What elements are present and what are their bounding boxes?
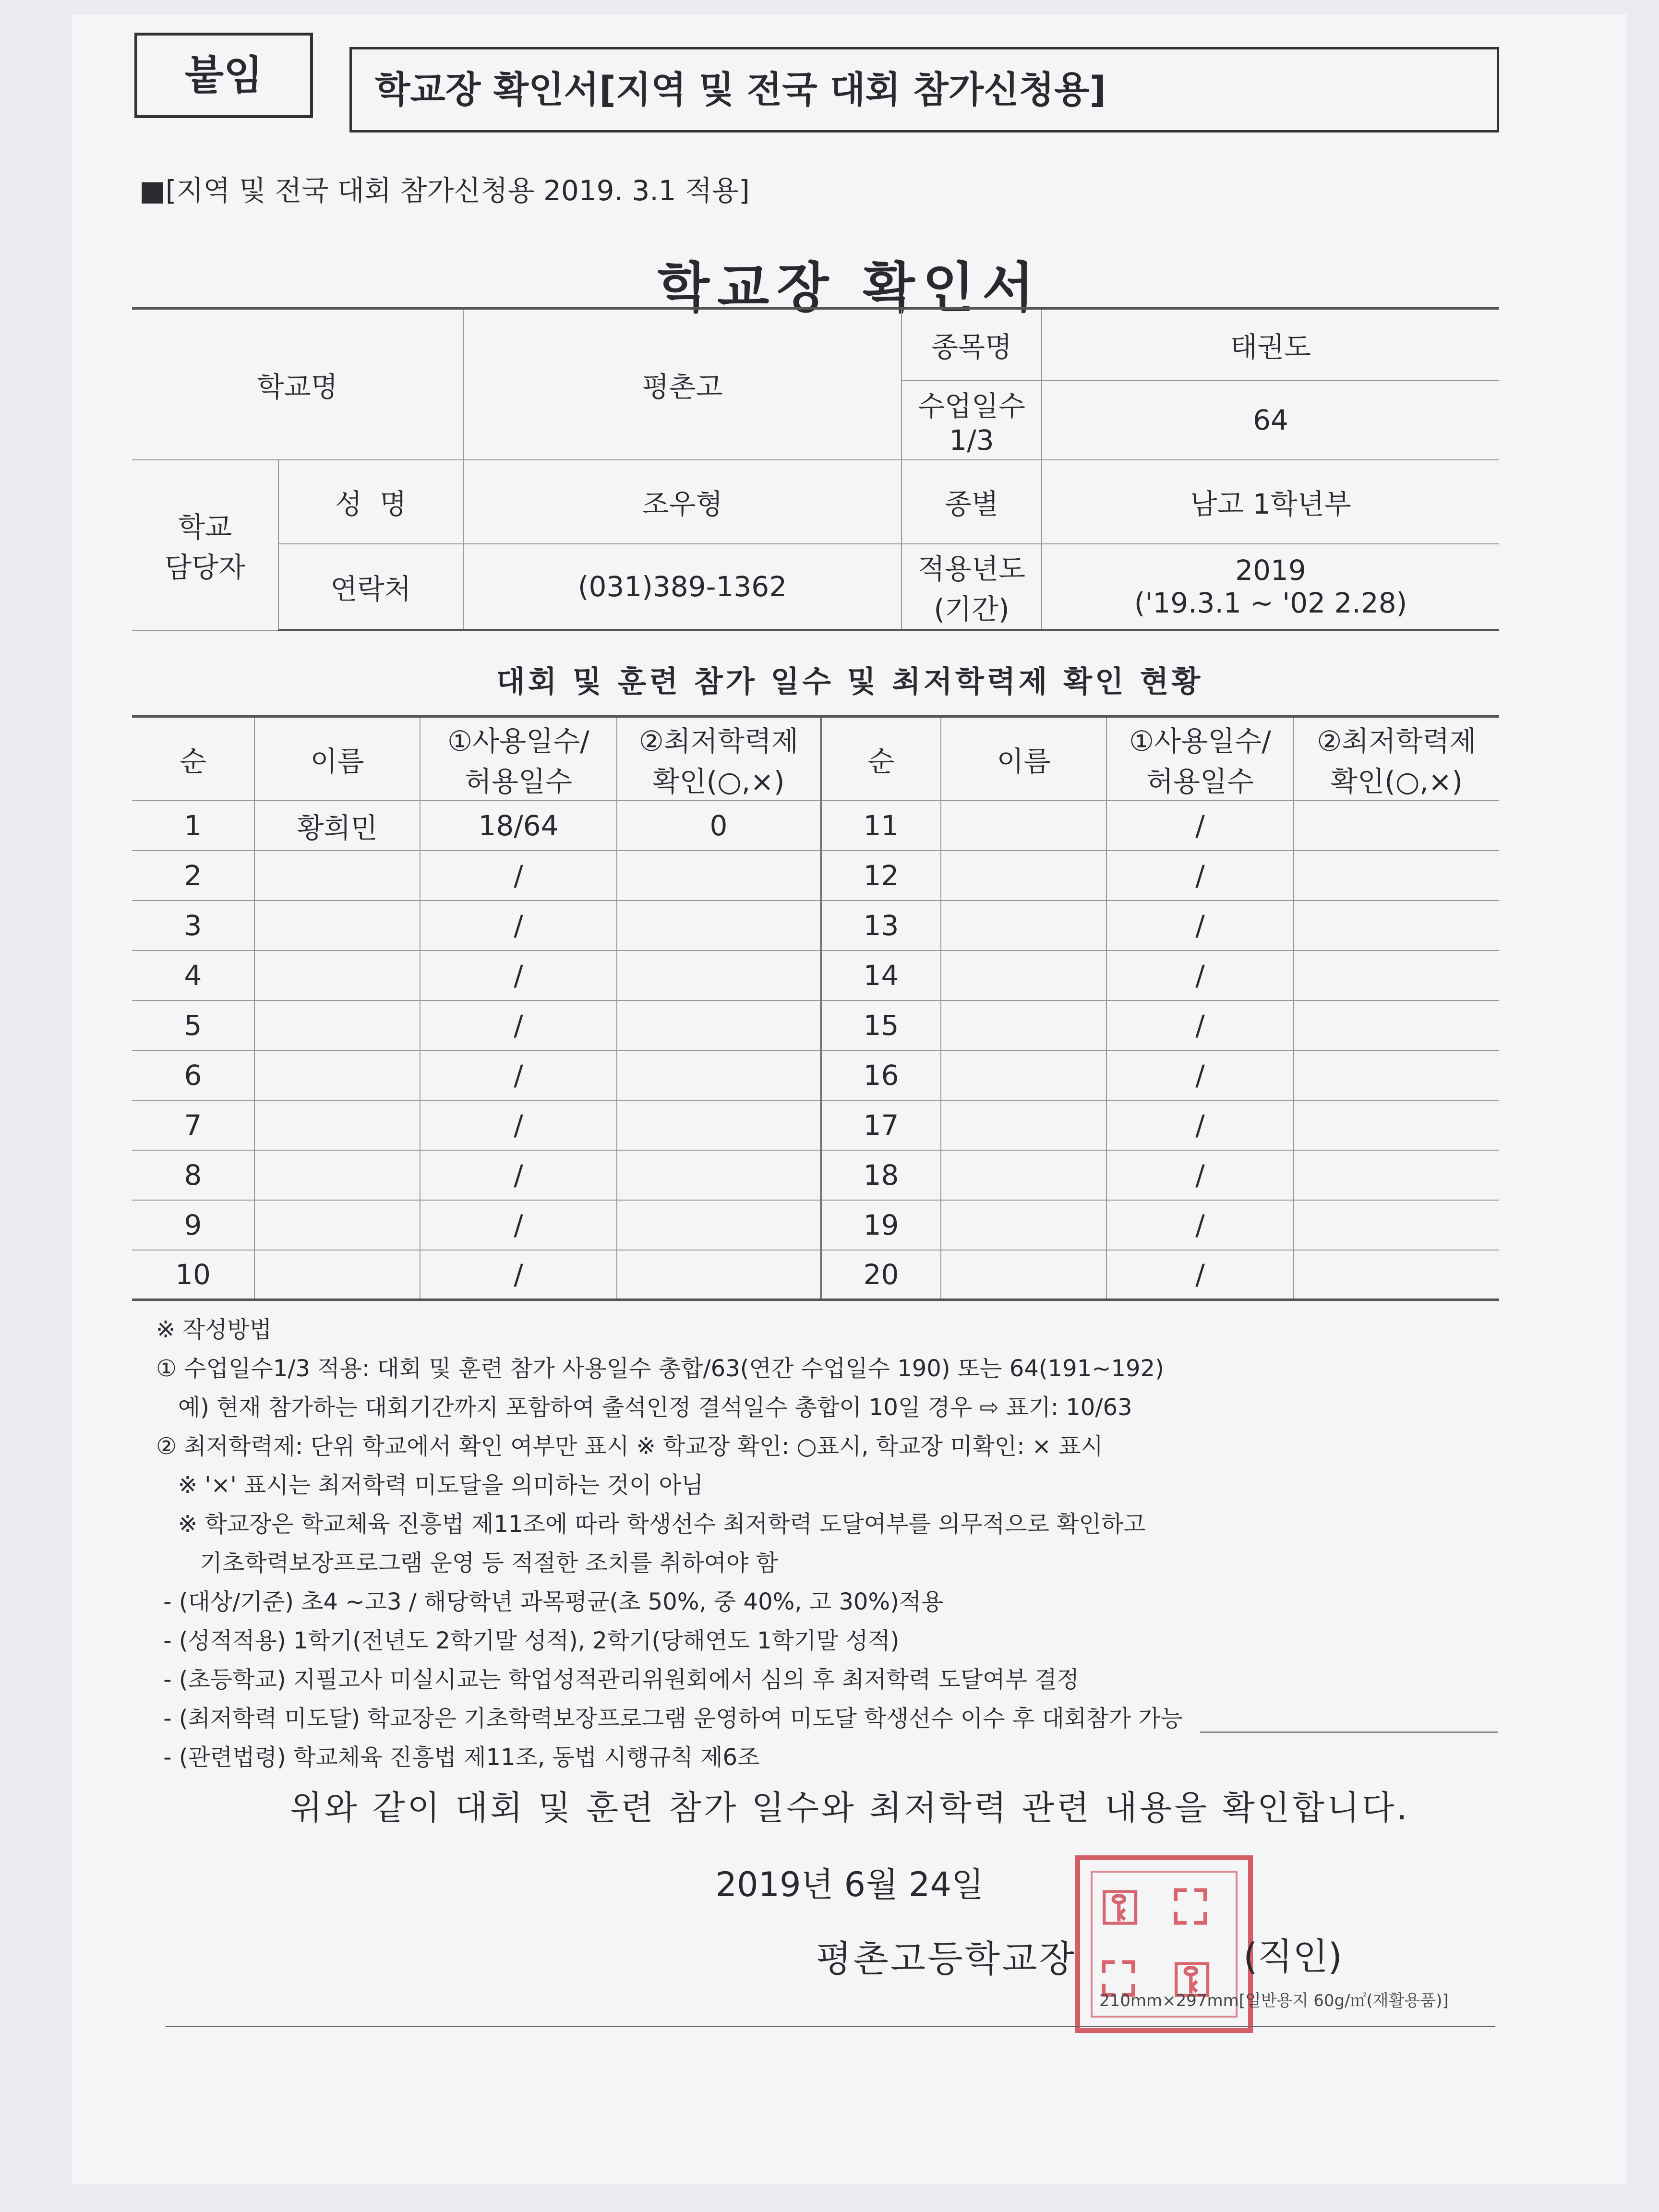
- cell-name-left: [254, 901, 420, 950]
- cell-min-left: [617, 950, 821, 1000]
- cell-no-left: 5: [132, 1000, 254, 1050]
- cell-no-left: 2: [132, 851, 254, 901]
- days-label-line2: 1/3: [949, 424, 994, 457]
- seal-glyph: ⛶: [1102, 1951, 1135, 2008]
- cell-name-right: [941, 1100, 1106, 1150]
- notes-divider: [1200, 1731, 1498, 1733]
- table-row: [132, 1200, 1499, 1250]
- category-label: 종별: [902, 460, 1042, 544]
- cell-used-right: /: [1106, 950, 1294, 1000]
- signer-name: 평촌고등학교장: [816, 1937, 1076, 1980]
- school-value: 평촌고: [463, 309, 902, 460]
- days-label: [902, 381, 1042, 460]
- cell-no-right: 16: [821, 1050, 941, 1100]
- cell-used-right: /: [1106, 1100, 1294, 1150]
- cell-used-left: /: [420, 901, 617, 950]
- cell-name-right: [941, 1250, 1106, 1300]
- table-row: [132, 950, 1499, 1000]
- name-label: 성 명: [278, 460, 463, 544]
- cell-used-right: /: [1106, 901, 1294, 950]
- cell-min-right: [1294, 1000, 1499, 1050]
- cell-min-left: [617, 1150, 821, 1200]
- writing-instructions: [156, 1310, 1529, 1777]
- cell-min-left: [617, 1250, 821, 1300]
- cell-name-right: [941, 1000, 1106, 1050]
- cell-name-right: [941, 1200, 1106, 1250]
- note-line: ② 최저학력제: 단위 학교에서 확인 여부만 표시 ※ 학교장 확인: ○표시, 학교장 미확인: × 표시: [156, 1433, 1103, 1460]
- phone-value: (031)389-1362: [463, 544, 902, 630]
- note-line: 기초학력보장프로그램 운영 등 적절한 조치를 취하여야 함: [156, 1550, 778, 1576]
- cell-name-left: [254, 950, 420, 1000]
- cell-no-left: 3: [132, 901, 254, 950]
- cell-no-left: 7: [132, 1100, 254, 1150]
- header-no-left: 순: [132, 717, 254, 801]
- cell-min-right: [1294, 1200, 1499, 1250]
- standard-note: ■[지역 및 전국 대회 참가신청용 2019. 3.1 적용]: [139, 174, 750, 207]
- cell-used-left: /: [420, 1200, 617, 1250]
- cell-min-left: [617, 1050, 821, 1100]
- table-row: [132, 1100, 1499, 1150]
- contact-person-line2: 담당자: [164, 551, 246, 584]
- cell-used-left: /: [420, 1250, 617, 1300]
- cell-min-right: [1294, 1250, 1499, 1300]
- seal-glyph: ⚿: [1102, 1879, 1139, 1936]
- cell-min-right: [1294, 1150, 1499, 1200]
- cell-used-left: /: [420, 1050, 617, 1100]
- cell-no-right: 13: [821, 901, 941, 950]
- note-line: - (관련법령) 학교체육 진흥법 제11조, 동법 시행규칙 제6조: [156, 1744, 760, 1771]
- note-line: - (성적적용) 1학기(전년도 2학기말 성적), 2학기(당해연도 1학기말 성적): [156, 1627, 900, 1654]
- year-label-line2: (기간): [934, 592, 1010, 625]
- cell-no-left: 8: [132, 1150, 254, 1200]
- note-line: 예) 현재 참가하는 대회기간까지 포함하여 출석인정 결석일수 총합이 10일 경우 ⇨ 표기: 10/63: [156, 1394, 1132, 1421]
- cell-no-right: 12: [821, 851, 941, 901]
- header-used-right-line1: ①사용일수/: [1129, 724, 1271, 757]
- header-min-right-line2: 확인(○,×): [1331, 765, 1463, 798]
- cell-min-right: [1294, 950, 1499, 1000]
- cell-no-left: 10: [132, 1250, 254, 1300]
- school-label: 학교명: [132, 309, 463, 460]
- cell-name-left: [254, 1250, 420, 1300]
- cell-min-right: [1294, 851, 1499, 901]
- year-value-line1: 2019: [1235, 553, 1306, 587]
- cell-min-left: [617, 851, 821, 901]
- header-used-left-line2: 허용일수: [464, 765, 573, 798]
- participation-table: [132, 715, 1499, 1301]
- section-title: 대회 및 훈련 참가 일수 및 최저학력제 확인 현황: [496, 664, 1203, 699]
- cell-name-right: [941, 950, 1106, 1000]
- cell-name-left: 황희민: [254, 801, 420, 851]
- cell-no-right: 17: [821, 1100, 941, 1150]
- header-min-left: [617, 717, 821, 801]
- attachment-tag: 붙임: [134, 33, 313, 118]
- cell-name-right: [941, 1050, 1106, 1100]
- confirm-text: 위와 같이 대회 및 훈련 참가 일수와 최저학력 관련 내용을 확인합니다.: [289, 1788, 1410, 1827]
- days-value: 64: [1042, 381, 1499, 460]
- cell-used-right: /: [1106, 851, 1294, 901]
- header-name-right: 이름: [941, 717, 1106, 801]
- cell-min-right: [1294, 1100, 1499, 1150]
- header-min-left-line2: 확인(○,×): [652, 765, 785, 798]
- year-period: ('19.3.1 ~ '02 2.28): [1134, 586, 1407, 619]
- header-min-left-line1: ②최저학력제: [638, 724, 799, 757]
- info-table: [132, 307, 1499, 631]
- note-line: - (대상/기준) 초4 ~고3 / 해당학년 과목평균(초 50%, 중 40%, 고 30%)적용: [156, 1588, 944, 1615]
- cell-used-left: 18/64: [420, 801, 617, 851]
- note-line: - (초등학교) 지필고사 미실시교는 학업성적관리위원회에서 심의 후 최저학력 도달여부 결정: [156, 1666, 1079, 1693]
- cell-name-left: [254, 1200, 420, 1250]
- cell-used-right: /: [1106, 1200, 1294, 1250]
- main-title: 학교장 확인서: [657, 257, 1042, 319]
- note-line: - (최저학력 미도달) 학교장은 기초학력보장프로그램 운영하여 미도달 학생선수 이수 후 대회참가 가능: [156, 1705, 1183, 1732]
- header-min-right-line1: ②최저학력제: [1317, 724, 1477, 757]
- table-header-row: [132, 717, 1499, 801]
- header-title: 학교장 확인서[지역 및 전국 대회 참가신청용]: [349, 47, 1499, 132]
- header-used-right: [1106, 717, 1294, 801]
- cell-name-left: [254, 1050, 420, 1100]
- event-label: 종목명: [902, 309, 1042, 381]
- cell-no-right: 18: [821, 1150, 941, 1200]
- header-used-left-line1: ①사용일수/: [447, 724, 589, 757]
- cell-used-right: /: [1106, 1150, 1294, 1200]
- cell-no-right: 15: [821, 1000, 941, 1050]
- cell-used-left: /: [420, 1100, 617, 1150]
- note-line: ※ 작성방법: [156, 1316, 272, 1343]
- cell-min-left: [617, 901, 821, 950]
- cell-no-right: 11: [821, 801, 941, 851]
- cell-used-left: /: [420, 1150, 617, 1200]
- note-line: ① 수업일수1/3 적용: 대회 및 훈련 참가 사용일수 총합/63(연간 수업일수 190) 또는 64(191~192): [156, 1355, 1164, 1382]
- cell-name-left: [254, 1150, 420, 1200]
- seal-word: (직인): [1243, 1935, 1343, 1978]
- cell-name-right: [941, 901, 1106, 950]
- cell-used-left: /: [420, 1000, 617, 1050]
- cell-no-right: 20: [821, 1250, 941, 1300]
- year-value: [1042, 544, 1499, 630]
- header-no-right: 순: [821, 717, 941, 801]
- cell-min-right: [1294, 801, 1499, 851]
- note-line: ※ '×' 표시는 최저학력 미도달을 의미하는 것이 아님: [156, 1472, 704, 1499]
- cell-name-left: [254, 851, 420, 901]
- contact-person-label: [132, 460, 278, 630]
- table-row: [132, 1000, 1499, 1050]
- table-row: [132, 1050, 1499, 1100]
- cell-name-left: [254, 1000, 420, 1050]
- cell-used-right: /: [1106, 1250, 1294, 1300]
- cell-no-right: 14: [821, 950, 941, 1000]
- cell-no-left: 1: [132, 801, 254, 851]
- issue-date: 2019년 6월 24일: [715, 1865, 984, 1904]
- event-value: 태권도: [1042, 309, 1499, 381]
- note-line: ※ 학교장은 학교체육 진흥법 제11조에 따라 학생선수 최저학력 도달여부를 의무적으로 확인하고: [156, 1511, 1146, 1538]
- cell-name-right: [941, 851, 1106, 901]
- category-value: 남고 1학년부: [1042, 460, 1499, 544]
- phone-label: 연락처: [278, 544, 463, 630]
- cell-used-right: /: [1106, 1000, 1294, 1050]
- year-label: [902, 544, 1042, 630]
- table-row: [132, 1150, 1499, 1200]
- cell-used-right: /: [1106, 1050, 1294, 1100]
- year-label-line1: 적용년도: [917, 552, 1026, 585]
- cell-min-right: [1294, 1050, 1499, 1100]
- cell-min-left: 0: [617, 801, 821, 851]
- table-row: [132, 1250, 1499, 1300]
- header-used-right-line2: 허용일수: [1146, 765, 1254, 798]
- paper-spec-note: 210mm×297mm[일반용지 60g/㎡(재활용품)]: [1099, 1991, 1449, 2010]
- cell-no-left: 6: [132, 1050, 254, 1100]
- cell-used-right: /: [1106, 801, 1294, 851]
- cell-name-left: [254, 1100, 420, 1150]
- table-row: [132, 901, 1499, 950]
- cell-min-left: [617, 1000, 821, 1050]
- footer-divider: [166, 2026, 1495, 2027]
- cell-min-left: [617, 1200, 821, 1250]
- cell-no-right: 19: [821, 1200, 941, 1250]
- cell-name-right: [941, 801, 1106, 851]
- table-row: [132, 851, 1499, 901]
- seal-glyph: ⛶: [1174, 1879, 1207, 1936]
- header-min-right: [1294, 717, 1499, 801]
- header-name-left: 이름: [254, 717, 420, 801]
- seal-glyph: ⚿: [1174, 1951, 1211, 2008]
- cell-name-right: [941, 1150, 1106, 1200]
- cell-min-left: [617, 1100, 821, 1150]
- document-sheet: [72, 14, 1627, 2184]
- cell-used-left: /: [420, 851, 617, 901]
- table-row: [132, 801, 1499, 851]
- contact-person-line1: 학교: [178, 511, 232, 543]
- name-value: 조우형: [463, 460, 902, 544]
- cell-no-left: 4: [132, 950, 254, 1000]
- header-used-left: [420, 717, 617, 801]
- days-label-line1: 수업일수: [917, 390, 1026, 422]
- cell-no-left: 9: [132, 1200, 254, 1250]
- cell-min-right: [1294, 901, 1499, 950]
- cell-used-left: /: [420, 950, 617, 1000]
